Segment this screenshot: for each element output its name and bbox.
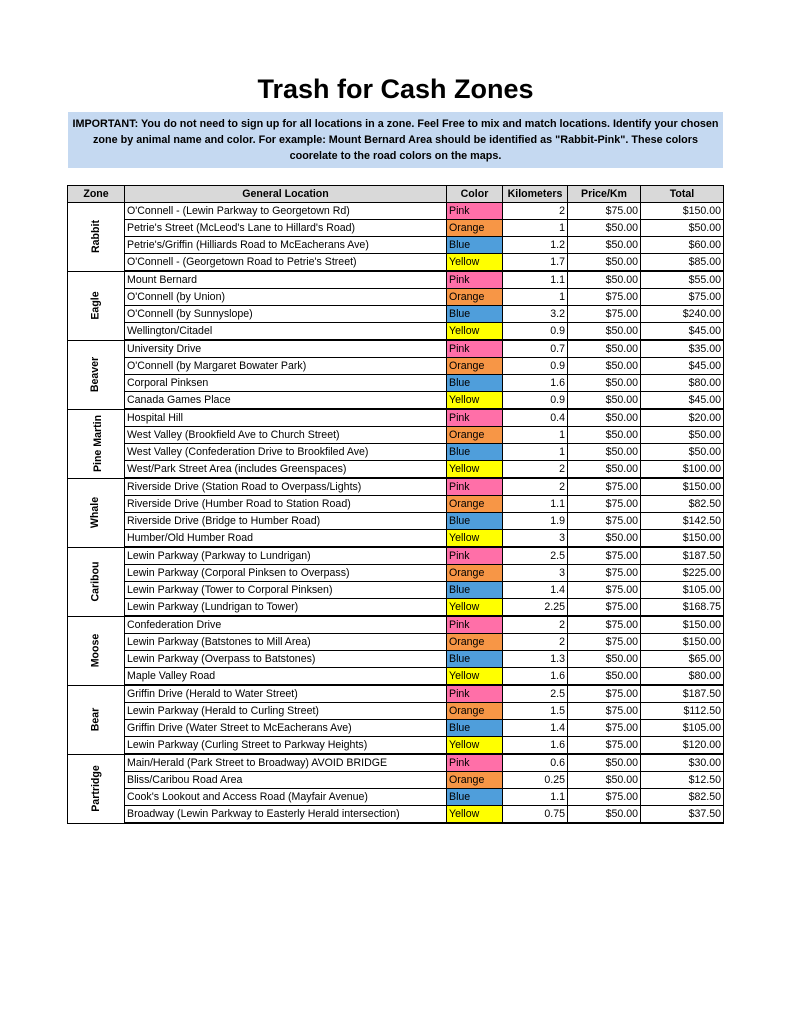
total-cell: $45.00 xyxy=(641,392,724,410)
location-cell: Lewin Parkway (Overpass to Batstones) xyxy=(125,651,447,668)
kilometers-cell: 0.6 xyxy=(503,754,568,772)
total-cell: $80.00 xyxy=(641,668,724,686)
total-cell: $112.50 xyxy=(641,703,724,720)
location-cell: Broadway (Lewin Parkway to Easterly Herald intersection) xyxy=(125,806,447,824)
page-title: Trash for Cash Zones xyxy=(257,74,534,104)
color-cell: Pink xyxy=(447,547,503,565)
color-cell: Pink xyxy=(447,616,503,634)
important-note: IMPORTANT: You do not need to sign up for all locations in a zone. Feel Free to mix and match locations. Identify your chosen zone by animal name and color. For example: Mount Bernard Area should be identified as "Rabbit-Pink". These colors coorelate to the road colors on the maps. xyxy=(68,112,723,168)
table-row xyxy=(68,547,724,565)
kilometers-cell: 1.7 xyxy=(503,254,568,272)
kilometers-cell: 3.2 xyxy=(503,306,568,323)
location-cell: Lewin Parkway (Herald to Curling Street) xyxy=(125,703,447,720)
table-row xyxy=(68,720,724,737)
total-cell: $225.00 xyxy=(641,565,724,582)
kilometers-cell: 2 xyxy=(503,461,568,479)
zone-name: Moose xyxy=(89,633,102,668)
kilometers-cell: 1.9 xyxy=(503,513,568,530)
total-cell: $100.00 xyxy=(641,461,724,479)
kilometers-cell: 1.2 xyxy=(503,237,568,254)
zone-name: Caribou xyxy=(89,561,102,602)
price-cell: $50.00 xyxy=(568,772,641,789)
zone-name: Rabbit xyxy=(89,220,102,254)
color-cell: Blue xyxy=(447,375,503,392)
price-cell: $50.00 xyxy=(568,254,641,272)
total-cell: $150.00 xyxy=(641,203,724,220)
table-row xyxy=(68,427,724,444)
color-cell: Yellow xyxy=(447,668,503,686)
color-cell: Yellow xyxy=(447,254,503,272)
table-row xyxy=(68,271,724,289)
table-row xyxy=(68,789,724,806)
table-row xyxy=(68,203,724,220)
location-cell: Lewin Parkway (Batstones to Mill Area) xyxy=(125,634,447,651)
location-cell: Riverside Drive (Bridge to Humber Road) xyxy=(125,513,447,530)
location-cell: Cook's Lookout and Access Road (Mayfair Avenue) xyxy=(125,789,447,806)
kilometers-cell: 0.25 xyxy=(503,772,568,789)
location-cell: Confederation Drive xyxy=(125,616,447,634)
color-cell: Orange xyxy=(447,703,503,720)
price-cell: $50.00 xyxy=(568,340,641,358)
table-row xyxy=(68,754,724,772)
zone-name: Whale xyxy=(89,496,102,529)
color-cell: Blue xyxy=(447,789,503,806)
table-row xyxy=(68,323,724,341)
location-cell: O'Connell (by Union) xyxy=(125,289,447,306)
total-cell: $50.00 xyxy=(641,427,724,444)
location-cell: Hospital Hill xyxy=(125,409,447,427)
kilometers-cell: 0.7 xyxy=(503,340,568,358)
total-cell: $187.50 xyxy=(641,547,724,565)
price-cell: $50.00 xyxy=(568,754,641,772)
color-cell: Yellow xyxy=(447,806,503,824)
zone-name-cell xyxy=(68,754,125,823)
table-row xyxy=(68,409,724,427)
kilometers-cell: 3 xyxy=(503,565,568,582)
color-cell: Orange xyxy=(447,427,503,444)
location-cell: Bliss/Caribou Road Area xyxy=(125,772,447,789)
price-cell: $75.00 xyxy=(568,306,641,323)
kilometers-cell: 2.25 xyxy=(503,599,568,617)
kilometers-cell: 0.9 xyxy=(503,392,568,410)
location-cell: O'Connell (by Margaret Bowater Park) xyxy=(125,358,447,375)
table-row xyxy=(68,461,724,479)
price-cell: $50.00 xyxy=(568,461,641,479)
zones-body xyxy=(68,203,724,824)
table-row xyxy=(68,616,724,634)
total-cell: $45.00 xyxy=(641,358,724,375)
kilometers-cell: 2.5 xyxy=(503,547,568,565)
location-cell: Griffin Drive (Water Street to McEacherans Ave) xyxy=(125,720,447,737)
price-cell: $50.00 xyxy=(568,375,641,392)
kilometers-cell: 1 xyxy=(503,444,568,461)
location-cell: Lewin Parkway (Curling Street to Parkway Heights) xyxy=(125,737,447,755)
table-row xyxy=(68,599,724,617)
color-cell: Orange xyxy=(447,220,503,237)
table-row xyxy=(68,685,724,703)
total-cell: $120.00 xyxy=(641,737,724,755)
kilometers-cell: 0.75 xyxy=(503,806,568,824)
color-cell: Orange xyxy=(447,565,503,582)
table-row xyxy=(68,496,724,513)
price-cell: $75.00 xyxy=(568,599,641,617)
zones-table xyxy=(67,185,724,824)
total-cell: $150.00 xyxy=(641,616,724,634)
location-cell: Petrie's Street (McLeod's Lane to Hillard's Road) xyxy=(125,220,447,237)
location-cell: O'Connell (by Sunnyslope) xyxy=(125,306,447,323)
color-cell: Blue xyxy=(447,720,503,737)
location-cell: Mount Bernard xyxy=(125,271,447,289)
price-cell: $50.00 xyxy=(568,271,641,289)
price-cell: $75.00 xyxy=(568,565,641,582)
price-cell: $50.00 xyxy=(568,651,641,668)
total-cell: $35.00 xyxy=(641,340,724,358)
color-cell: Yellow xyxy=(447,599,503,617)
color-cell: Pink xyxy=(447,271,503,289)
price-cell: $50.00 xyxy=(568,237,641,254)
price-cell: $75.00 xyxy=(568,703,641,720)
zone-name: Beaver xyxy=(89,356,102,393)
table-row xyxy=(68,668,724,686)
kilometers-cell: 3 xyxy=(503,530,568,548)
location-cell: Humber/Old Humber Road xyxy=(125,530,447,548)
location-cell: Griffin Drive (Herald to Water Street) xyxy=(125,685,447,703)
color-cell: Orange xyxy=(447,358,503,375)
table-row xyxy=(68,806,724,824)
zone-name-cell xyxy=(68,340,125,409)
location-cell: West/Park Street Area (includes Greenspaces) xyxy=(125,461,447,479)
kilometers-cell: 1 xyxy=(503,427,568,444)
price-cell: $75.00 xyxy=(568,789,641,806)
table-row xyxy=(68,772,724,789)
color-cell: Pink xyxy=(447,409,503,427)
price-cell: $75.00 xyxy=(568,496,641,513)
table-row xyxy=(68,582,724,599)
total-cell: $75.00 xyxy=(641,289,724,306)
total-cell: $20.00 xyxy=(641,409,724,427)
zone-name: Pine Martin xyxy=(92,414,105,473)
kilometers-cell: 0.9 xyxy=(503,358,568,375)
zone-name-cell xyxy=(68,271,125,340)
zone-name: Partridge xyxy=(89,765,102,812)
price-cell: $50.00 xyxy=(568,409,641,427)
zone-name-cell xyxy=(68,203,125,272)
total-cell: $12.50 xyxy=(641,772,724,789)
location-cell: Maple Valley Road xyxy=(125,668,447,686)
kilometers-cell: 1.1 xyxy=(503,789,568,806)
kilometers-cell: 0.4 xyxy=(503,409,568,427)
location-cell: West Valley (Brookfield Ave to Church Street) xyxy=(125,427,447,444)
color-cell: Yellow xyxy=(447,461,503,479)
kilometers-cell: 2 xyxy=(503,478,568,496)
location-cell: Riverside Drive (Station Road to Overpass/Lights) xyxy=(125,478,447,496)
price-cell: $75.00 xyxy=(568,582,641,599)
header-total: Total xyxy=(641,186,724,203)
location-cell: Lewin Parkway (Corporal Pinksen to Overpass) xyxy=(125,565,447,582)
total-cell: $82.50 xyxy=(641,789,724,806)
price-cell: $50.00 xyxy=(568,668,641,686)
color-cell: Pink xyxy=(447,754,503,772)
table-row xyxy=(68,565,724,582)
total-cell: $37.50 xyxy=(641,806,724,824)
price-cell: $50.00 xyxy=(568,427,641,444)
zone-name: Bear xyxy=(89,707,102,732)
table-row xyxy=(68,444,724,461)
table-row xyxy=(68,375,724,392)
price-cell: $75.00 xyxy=(568,685,641,703)
kilometers-cell: 1 xyxy=(503,289,568,306)
color-cell: Orange xyxy=(447,634,503,651)
location-cell: Lewin Parkway (Parkway to Lundrigan) xyxy=(125,547,447,565)
color-cell: Blue xyxy=(447,582,503,599)
total-cell: $240.00 xyxy=(641,306,724,323)
total-cell: $150.00 xyxy=(641,478,724,496)
table-row xyxy=(68,478,724,496)
table-row xyxy=(68,237,724,254)
total-cell: $142.50 xyxy=(641,513,724,530)
price-cell: $75.00 xyxy=(568,547,641,565)
table-row xyxy=(68,530,724,548)
table-row xyxy=(68,737,724,755)
price-cell: $75.00 xyxy=(568,720,641,737)
total-cell: $60.00 xyxy=(641,237,724,254)
total-cell: $168.75 xyxy=(641,599,724,617)
table-row xyxy=(68,220,724,237)
header-row xyxy=(68,186,724,203)
total-cell: $150.00 xyxy=(641,634,724,651)
kilometers-cell: 1.6 xyxy=(503,668,568,686)
table-row xyxy=(68,634,724,651)
table-row xyxy=(68,513,724,530)
table-row xyxy=(68,289,724,306)
color-cell: Blue xyxy=(447,444,503,461)
location-cell: Lewin Parkway (Tower to Corporal Pinksen) xyxy=(125,582,447,599)
zone-name: Eagle xyxy=(89,291,102,320)
location-cell: Corporal Pinksen xyxy=(125,375,447,392)
color-cell: Orange xyxy=(447,496,503,513)
table-row xyxy=(68,306,724,323)
kilometers-cell: 1.1 xyxy=(503,496,568,513)
total-cell: $30.00 xyxy=(641,754,724,772)
location-cell: O'Connell - (Georgetown Road to Petrie's Street) xyxy=(125,254,447,272)
kilometers-cell: 2 xyxy=(503,203,568,220)
table-row xyxy=(68,392,724,410)
location-cell: West Valley (Confederation Drive to Brookfiled Ave) xyxy=(125,444,447,461)
location-cell: University Drive xyxy=(125,340,447,358)
color-cell: Pink xyxy=(447,478,503,496)
zone-name-cell xyxy=(68,547,125,616)
color-cell: Yellow xyxy=(447,737,503,755)
color-cell: Yellow xyxy=(447,530,503,548)
price-cell: $50.00 xyxy=(568,392,641,410)
price-cell: $50.00 xyxy=(568,806,641,824)
price-cell: $75.00 xyxy=(568,513,641,530)
zone-name-cell xyxy=(68,616,125,685)
total-cell: $105.00 xyxy=(641,582,724,599)
price-cell: $75.00 xyxy=(568,634,641,651)
price-cell: $50.00 xyxy=(568,358,641,375)
price-cell: $75.00 xyxy=(568,289,641,306)
color-cell: Pink xyxy=(447,340,503,358)
color-cell: Blue xyxy=(447,651,503,668)
location-cell: O'Connell - (Lewin Parkway to Georgetown Rd) xyxy=(125,203,447,220)
price-cell: $75.00 xyxy=(568,478,641,496)
zone-name-cell xyxy=(68,478,125,547)
total-cell: $50.00 xyxy=(641,444,724,461)
location-cell: Canada Games Place xyxy=(125,392,447,410)
color-cell: Blue xyxy=(447,237,503,254)
price-cell: $75.00 xyxy=(568,737,641,755)
total-cell: $85.00 xyxy=(641,254,724,272)
location-cell: Wellington/Citadel xyxy=(125,323,447,341)
location-cell: Petrie's/Griffin (Hilliards Road to McEacherans Ave) xyxy=(125,237,447,254)
price-cell: $50.00 xyxy=(568,323,641,341)
location-cell: Riverside Drive (Humber Road to Station Road) xyxy=(125,496,447,513)
kilometers-cell: 1.4 xyxy=(503,582,568,599)
header-kilometers: Kilometers xyxy=(503,186,568,203)
kilometers-cell: 1.6 xyxy=(503,375,568,392)
price-cell: $50.00 xyxy=(568,220,641,237)
color-cell: Orange xyxy=(447,289,503,306)
color-cell: Pink xyxy=(447,685,503,703)
header-zone: Zone xyxy=(68,186,125,203)
kilometers-cell: 2.5 xyxy=(503,685,568,703)
header-color: Color xyxy=(447,186,503,203)
color-cell: Blue xyxy=(447,513,503,530)
header-location: General Location xyxy=(125,186,447,203)
kilometers-cell: 0.9 xyxy=(503,323,568,341)
header-price-per-km: Price/Km xyxy=(568,186,641,203)
kilometers-cell: 1.3 xyxy=(503,651,568,668)
kilometers-cell: 1.5 xyxy=(503,703,568,720)
price-cell: $50.00 xyxy=(568,530,641,548)
total-cell: $187.50 xyxy=(641,685,724,703)
kilometers-cell: 1.1 xyxy=(503,271,568,289)
total-cell: $150.00 xyxy=(641,530,724,548)
table-row xyxy=(68,358,724,375)
table-row xyxy=(68,340,724,358)
color-cell: Yellow xyxy=(447,323,503,341)
zone-name-cell xyxy=(68,409,125,478)
color-cell: Blue xyxy=(447,306,503,323)
kilometers-cell: 1.4 xyxy=(503,720,568,737)
table-row xyxy=(68,703,724,720)
color-cell: Yellow xyxy=(447,392,503,410)
location-cell: Lewin Parkway (Lundrigan to Tower) xyxy=(125,599,447,617)
price-cell: $75.00 xyxy=(568,616,641,634)
total-cell: $65.00 xyxy=(641,651,724,668)
total-cell: $80.00 xyxy=(641,375,724,392)
price-cell: $50.00 xyxy=(568,444,641,461)
total-cell: $50.00 xyxy=(641,220,724,237)
kilometers-cell: 2 xyxy=(503,634,568,651)
color-cell: Orange xyxy=(447,772,503,789)
total-cell: $45.00 xyxy=(641,323,724,341)
zone-name-cell xyxy=(68,685,125,754)
location-cell: Main/Herald (Park Street to Broadway) AVOID BRIDGE xyxy=(125,754,447,772)
table-row xyxy=(68,254,724,272)
color-cell: Pink xyxy=(447,203,503,220)
total-cell: $105.00 xyxy=(641,720,724,737)
table-row xyxy=(68,651,724,668)
total-cell: $55.00 xyxy=(641,271,724,289)
kilometers-cell: 1.6 xyxy=(503,737,568,755)
kilometers-cell: 1 xyxy=(503,220,568,237)
total-cell: $82.50 xyxy=(641,496,724,513)
kilometers-cell: 2 xyxy=(503,616,568,634)
price-cell: $75.00 xyxy=(568,203,641,220)
